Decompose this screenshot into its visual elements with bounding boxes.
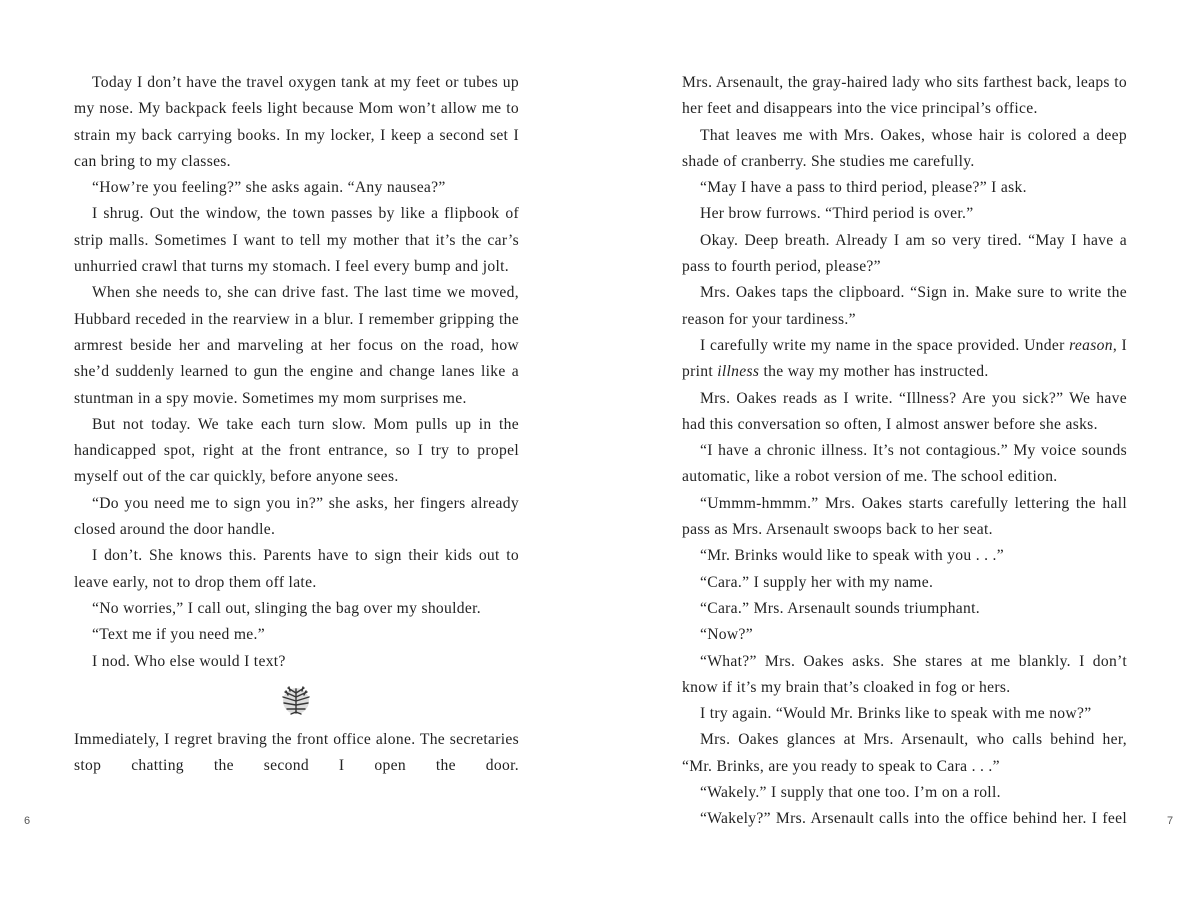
paragraph: “Now?” <box>700 626 753 644</box>
page-number-left: 6 <box>24 815 31 827</box>
paragraph: “Text me if you need me.” <box>92 626 265 644</box>
paragraph: That leaves me with Mrs. Oakes, whose hair is colored a deep shade of cranberry. She studies me carefully. <box>682 126 1127 170</box>
emphasis-reason: reason <box>1069 336 1113 354</box>
left-page <box>74 70 519 779</box>
paragraph: I don’t. She knows this. Parents have to sign their kids out to leave early, not to drop them off late. <box>74 547 519 591</box>
paragraph: “May I have a pass to third period, please?” I ask. <box>700 179 1027 197</box>
paragraph: Mrs. Oakes taps the clipboard. “Sign in. Make sure to write the reason for your tardiness.” <box>682 284 1127 328</box>
paragraph: “I have a chronic illness. It’s not contagious.” My voice sounds automatic, like a robot version of me. The school edition. <box>682 442 1127 486</box>
text-run: , I print <box>682 336 1127 381</box>
paragraph: “Wakely.” I supply that one too. I’m on a roll. <box>700 784 1001 802</box>
page-number-right: 7 <box>1167 815 1174 827</box>
paragraph: Mrs. Arsenault, the gray-haired lady who sits farthest back, leaps to her feet and disappears into the vice principal’s office. <box>682 74 1127 118</box>
paragraph: “Cara.” I supply her with my name. <box>700 573 934 591</box>
paragraph: I shrug. Out the window, the town passes by like a flipbook of strip malls. Sometimes I want to tell my mother that it’s the car’s unhurried crawl that turns my stomach. I feel every bump and jolt. <box>74 205 519 276</box>
pinecone-ornament-icon <box>278 683 314 719</box>
paragraph: “How’re you feeling?” she asks again. “Any nausea?” <box>92 179 446 197</box>
paragraph-after-break: Immediately, I regret braving the front office alone. The secretaries stop chatting the second I open the door. <box>74 730 519 775</box>
paragraph-sign-in <box>682 333 1127 386</box>
paragraph: When she needs to, she can drive fast. The last time we moved, Hubbard receded in the rearview in a blur. I remember gripping the armrest beside her and marveling at her focus on the road, how she’d suddenly learned to gun the engine and change lanes like a stuntman in a spy movie. Sometimes my mom surprises me. <box>74 284 519 407</box>
emphasis-illness: illness <box>717 363 760 381</box>
paragraph: “Wakely?” Mrs. Arsenault calls into the office behind her. I feel <box>700 810 1127 828</box>
paragraph: Okay. Deep breath. Already I am so very tired. “May I have a pass to fourth period, please?” <box>682 231 1127 276</box>
paragraph: “Ummm-hmmm.” Mrs. Oakes starts carefully lettering the hall pass as Mrs. Arsenault swoops back to her seat. <box>682 494 1127 539</box>
paragraph: Mrs. Oakes reads as I write. “Illness? Are you sick?” We have had this conversation so often, I almost answer before she asks. <box>682 389 1127 433</box>
paragraph: “No worries,” I call out, slinging the bag over my shoulder. <box>92 599 481 617</box>
paragraph: Mrs. Oakes glances at Mrs. Arsenault, who calls behind her, “Mr. Brinks, are you ready to speak to Cara . . .” <box>682 731 1127 775</box>
paragraph: Her brow furrows. “Third period is over.” <box>700 205 974 223</box>
paragraph: “Do you need me to sign you in?” she asks, her fingers already closed around the door handle. <box>74 494 519 539</box>
paragraph: “Mr. Brinks would like to speak with you . . .” <box>700 547 1004 565</box>
right-page <box>682 70 1127 833</box>
paragraph: But not today. We take each turn slow. Mom pulls up in the handicapped spot, right at the front entrance, so I try to propel myself out of the car quickly, before anyone sees. <box>74 415 519 486</box>
paragraph: “What?” Mrs. Oakes asks. She stares at me blankly. I don’t know if it’s my brain that’s cloaked in fog or hers. <box>682 652 1127 696</box>
paragraph: “Cara.” Mrs. Arsenault sounds triumphant. <box>700 599 981 617</box>
paragraph: I nod. Who else would I text? <box>92 652 286 670</box>
paragraph: I try again. “Would Mr. Brinks like to speak with me now?” <box>700 705 1092 723</box>
section-break-ornament <box>72 675 519 727</box>
text-run: I carefully write my name in the space provided. Under <box>700 336 1070 354</box>
text-run: the way my mother has instructed. <box>759 363 989 381</box>
paragraph: Today I don’t have the travel oxygen tank at my feet or tubes up my nose. My backpack feels light because Mom won’t allow me to strain my back carrying books. In my locker, I keep a second set I can bring to my classes. <box>74 74 519 170</box>
